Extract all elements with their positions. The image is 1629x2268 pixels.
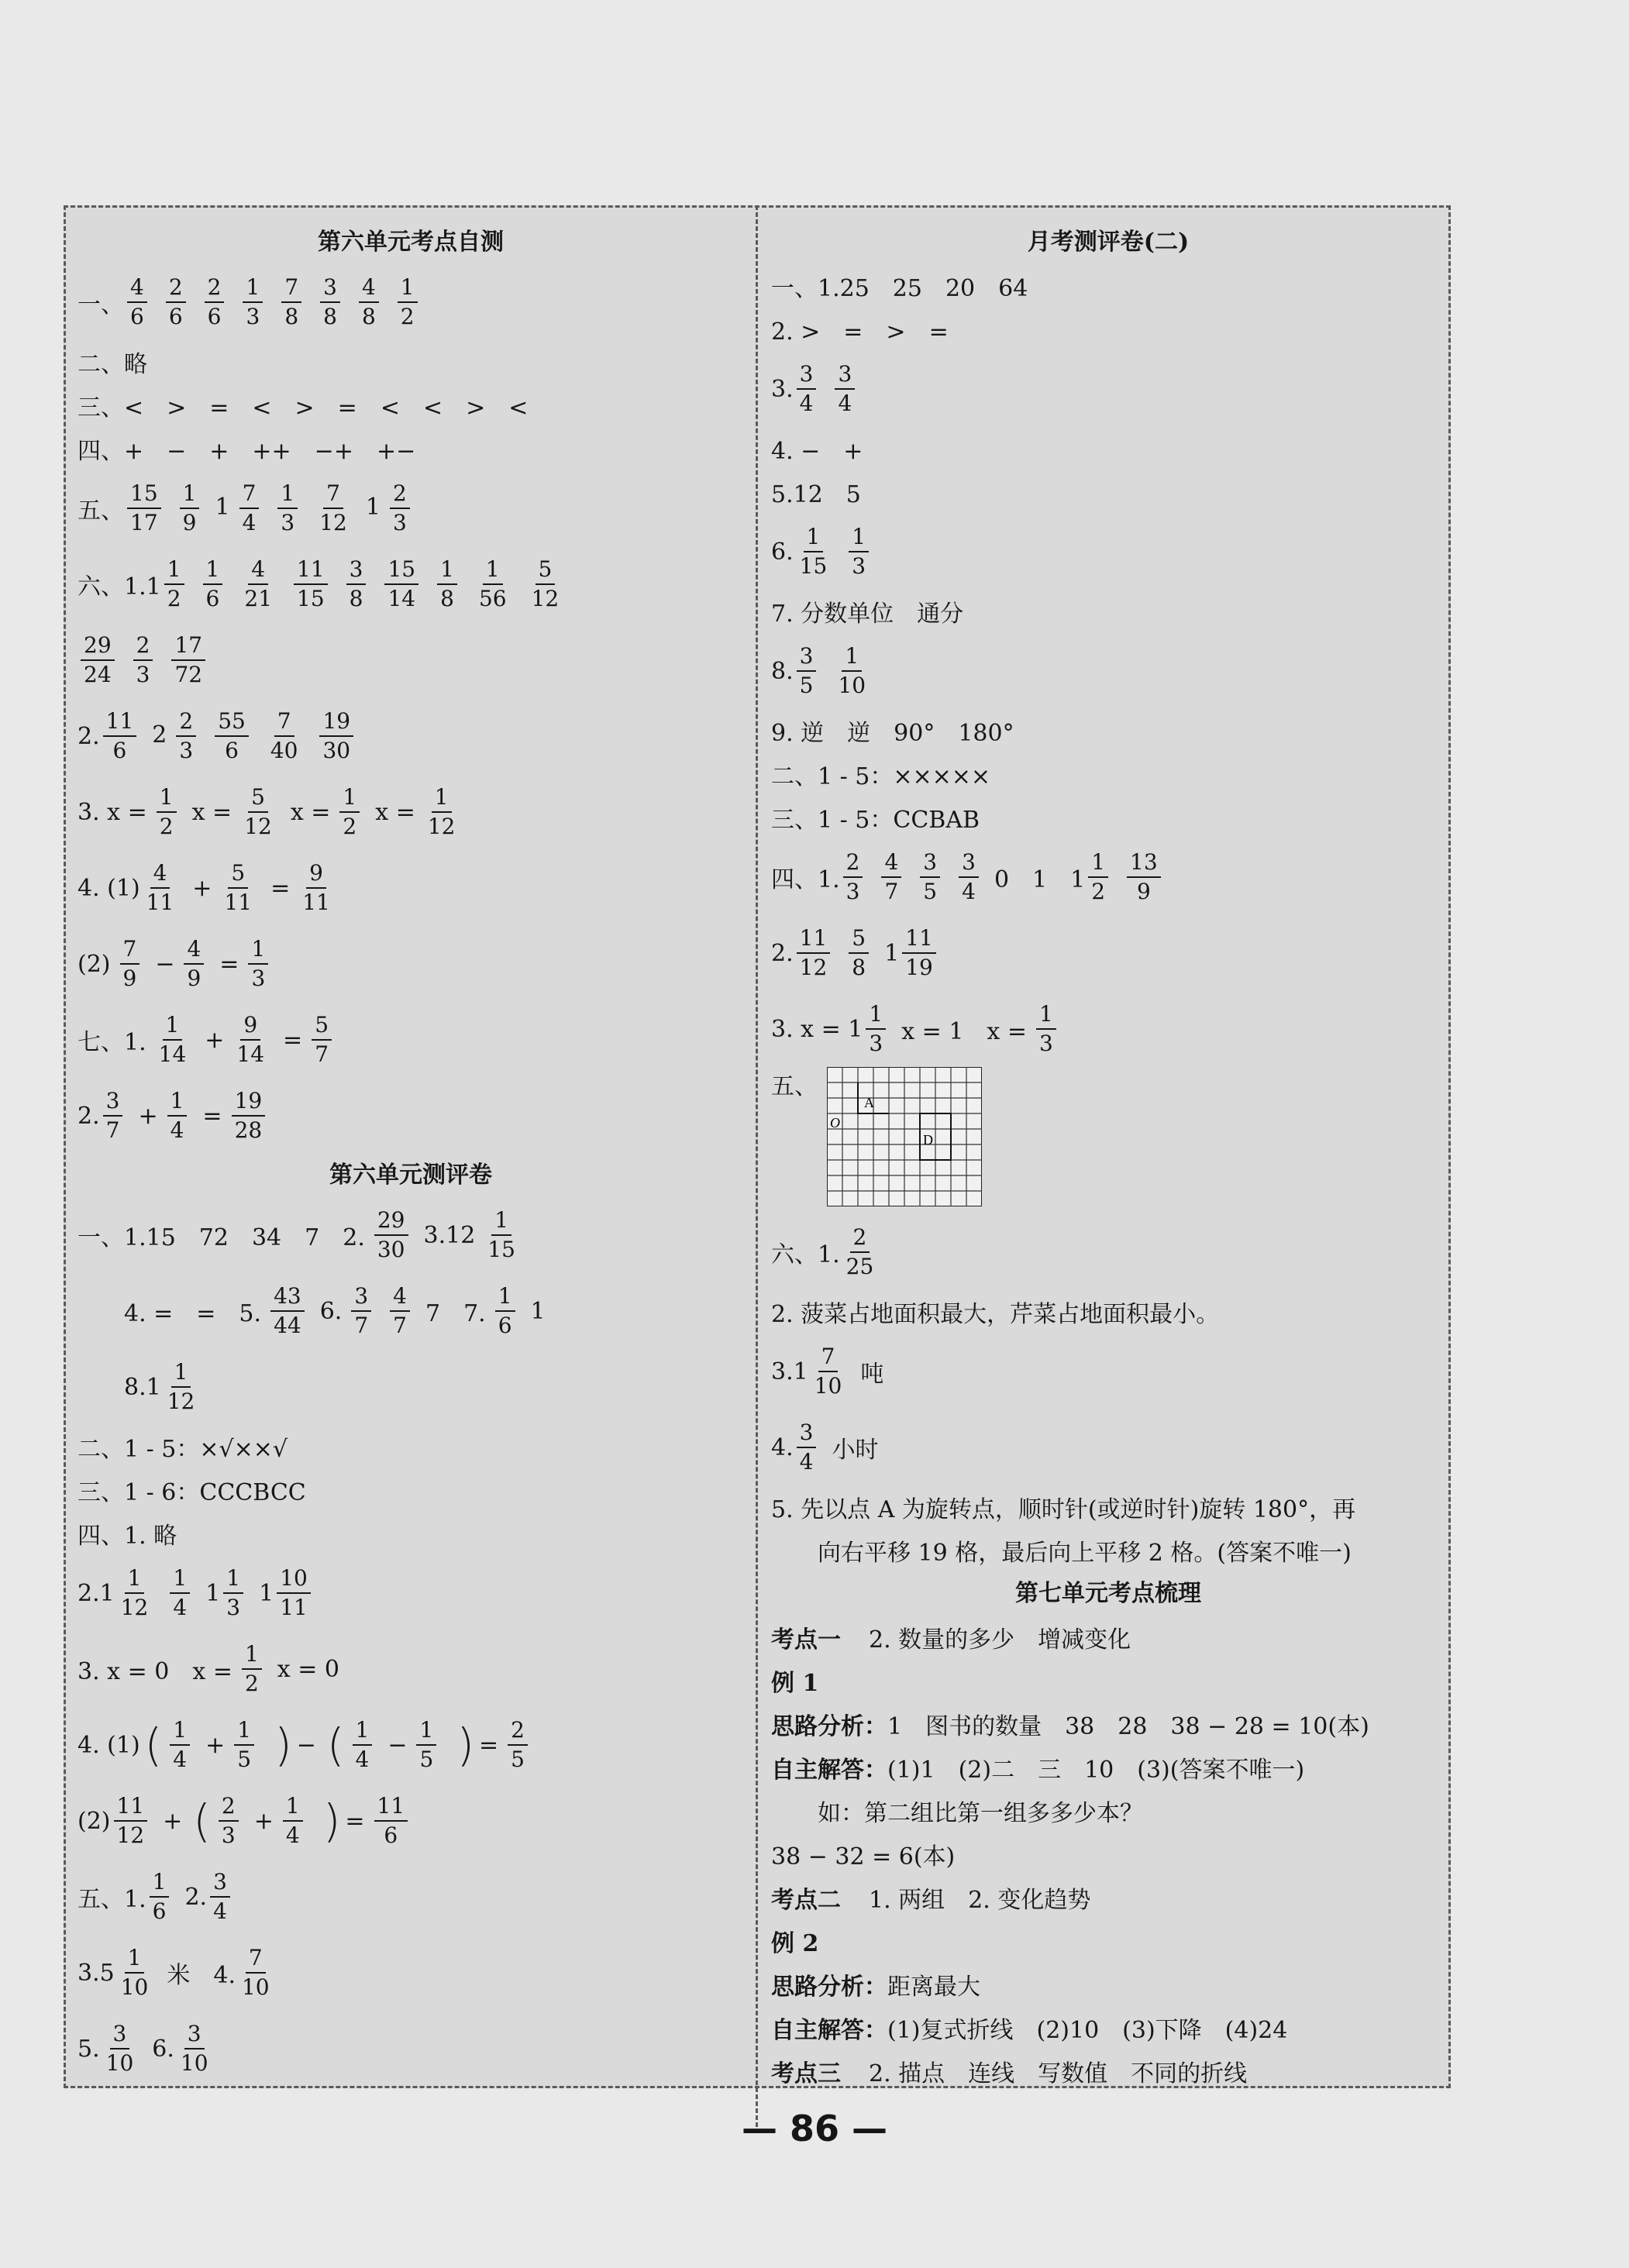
- fraction: $\frac{19}{30}$: [319, 711, 353, 762]
- answer-line: 5. 先以点 A 为旋转点，顺时针(或逆时针)旋转 180°，再: [771, 1496, 1356, 1523]
- answer-line: 5. $\frac{3}{10}$ 6. $\frac{3}{10}$: [77, 2021, 208, 2076]
- fraction: $\frac{29}{24}$: [81, 635, 115, 686]
- answer-line: 2. $\frac{11}{6}$ 2 $\frac{2}{3}$ $\frac{55}{6}$ $\frac{7}{40}$ $\frac{19}{30}$: [77, 698, 744, 774]
- fraction: $\frac{1}{2}$: [164, 559, 184, 610]
- answer-line: 4. − +: [771, 438, 863, 465]
- fraction-list: [100, 708, 369, 763]
- fraction: $\frac{4}{7}$: [390, 1285, 410, 1337]
- fraction: $\frac{3}{8}$: [320, 277, 340, 328]
- coordinate-grid: [827, 1067, 982, 1213]
- fraction: $\frac{1}{12}$: [427, 784, 456, 839]
- fraction: $\frac{15}{17}$: [127, 483, 161, 534]
- section-title: 第六单元测评卷: [329, 1162, 492, 1189]
- fraction: $\frac{1}{8}$: [437, 559, 457, 610]
- equation-line: 4. (1) ( $\frac{1}{4}$ + $\frac{1}{5}$ ) − ( $\frac{1}{4}$ − $\frac{1}{5}$ ) = $\frac{2}{5}$: [77, 1707, 744, 1783]
- answer-line: [77, 622, 744, 698]
- left-column: [77, 221, 744, 2087]
- fraction: $\frac{1}{3}$: [277, 483, 298, 534]
- fraction: $\frac{7}{40}$: [270, 708, 298, 763]
- answer-line: 五、1. $\frac{1}{6}$ 2. $\frac{3}{4}$: [77, 1859, 744, 1935]
- fraction: $\frac{2}{3}$: [390, 483, 410, 534]
- answer-line: 5.12 5: [771, 481, 861, 508]
- answer-line: 8. $\frac{3}{5}$ $\frac{1}{10}$: [771, 643, 866, 698]
- fraction: $\frac{55}{6}$: [215, 711, 249, 762]
- equation-line: 2. $\frac{3}{7}$ + $\frac{1}{4}$ = $\frac{19}{28}$: [77, 1078, 744, 1154]
- fraction: $\frac{2}{6}$: [166, 277, 186, 328]
- answer-line: 二、略: [77, 351, 147, 378]
- answer-line: 7. 分数单位 通分: [771, 601, 964, 628]
- fraction-list: [77, 632, 221, 687]
- answer-line: 一、1.25 25 20 64: [771, 275, 1028, 302]
- column-divider: [756, 205, 758, 2127]
- fraction: $\frac{1}{15}$: [487, 1207, 515, 1262]
- fraction: $\frac{7}{4}$: [239, 483, 260, 534]
- fraction: $\frac{1}{6}$: [203, 559, 223, 610]
- answer-line: 3. x = 0 x = $\frac{1}{2}$ x = 0: [77, 1641, 340, 1696]
- fraction: $\frac{1}{6}$: [495, 1285, 515, 1337]
- answer-line: 一、1.15 72 34 7 2. $\frac{29}{30}$ 3.12 $\frac{1}{15}$: [77, 1197, 744, 1273]
- equation-line: 七、1. $\frac{1}{14}$ + $\frac{9}{14}$ = $\frac{5}{7}$: [77, 1002, 744, 1078]
- answer-line: 二、1 - 5：×√××√: [77, 1436, 288, 1463]
- fraction-list: [124, 480, 425, 535]
- fraction: $\frac{5}{12}$: [244, 784, 272, 839]
- page-number: — 86 —: [741, 2108, 888, 2149]
- fraction: $\frac{2}{6}$: [205, 277, 225, 328]
- answer-line: 8.1 $\frac{1}{12}$: [77, 1349, 744, 1425]
- equation-line: (2) $\frac{11}{12}$ + ( $\frac{2}{3}$ + $\frac{1}{4}$ ) = $\frac{11}{6}$: [77, 1783, 744, 1859]
- answer-line: 2. $\frac{11}{12}$ $\frac{5}{8}$ 1 $\frac{11}{19}$: [771, 915, 1445, 991]
- fraction: $\frac{1}{2}$: [398, 277, 418, 328]
- fraction: $\frac{1}{2}$: [157, 786, 177, 838]
- fraction: $\frac{2}{3}$: [133, 635, 153, 686]
- answer-line: 3. $\frac{3}{4}$ $\frac{3}{4}$: [771, 351, 1445, 427]
- answer-line: 例 1: [771, 1670, 819, 1697]
- fraction: $\frac{4}{8}$: [359, 277, 379, 328]
- fraction: $\frac{1}{3}$: [243, 277, 263, 328]
- answer-line: 考点一 2. 数量的多少 增减变化: [771, 1626, 1131, 1654]
- fraction: $\frac{3}{7}$: [351, 1285, 371, 1337]
- equation-line: 4. (1) $\frac{4}{11}$ + $\frac{5}{11}$ = $\frac{9}{11}$: [77, 860, 330, 915]
- number: 2: [152, 721, 167, 749]
- answer-line: 6. $\frac{1}{15}$ $\frac{1}{3}$: [771, 514, 1445, 590]
- fraction: $\frac{4}{21}$: [244, 556, 273, 611]
- fraction: $\frac{7}{12}$: [319, 480, 347, 535]
- right-column: [771, 221, 1445, 2093]
- answer-line: 38 − 32 = 6(本): [771, 1843, 956, 1870]
- answer-line: 4. $\frac{3}{4}$ 小时: [771, 1420, 879, 1475]
- fraction: $\frac{43}{44}$: [270, 1285, 305, 1337]
- equation-line: (2) $\frac{7}{9}$ − $\frac{4}{9}$ = $\frac{1}{3}$: [77, 926, 744, 1002]
- answer-line: 9. 逆 逆 90° 180°: [771, 720, 1014, 747]
- answer-line: 2. > = > =: [771, 318, 949, 346]
- answer-line: 四、+ − + ++ −+ +−: [77, 438, 416, 465]
- fraction: $\frac{5}{12}$: [531, 556, 560, 611]
- answer-line: 例 2: [771, 1930, 819, 1957]
- answer-line: 3.5 $\frac{1}{10}$ 米 4. $\frac{7}{10}$: [77, 1945, 270, 2000]
- fraction: $\frac{11}{6}$: [103, 711, 137, 762]
- fraction-list: [161, 556, 578, 611]
- fraction: $\frac{29}{30}$: [374, 1210, 408, 1261]
- section-title: 月考测评卷(二): [1027, 229, 1190, 256]
- answer-line: 3. x = $\frac{1}{2}$ x = $\frac{5}{12}$ x = $\frac{1}{2}$ x = $\frac{1}{12}$: [77, 774, 744, 850]
- number: 1: [365, 494, 381, 521]
- fraction: $\frac{2}{3}$: [176, 711, 196, 762]
- answer-line: 一、 $\frac{4}{6}$ $\frac{2}{6}$ $\frac{2}{6}$ $\frac{1}{3}$ $\frac{7}{8}$ $\frac{3}{8}$ $\frac{4}{8}$ $\frac{1}{2}$: [77, 264, 744, 340]
- answer-line: 3.1 $\frac{7}{10}$ 吨: [771, 1344, 884, 1399]
- fraction: $\frac{1}{9}$: [180, 483, 200, 534]
- section-title: 第七单元考点梳理: [1015, 1580, 1201, 1607]
- answer-line: 自主解答： (1)1 (2)二 三 10 (3)(答案不唯一): [771, 1757, 1305, 1784]
- answer-line: 考点三 2. 描点 连线 写数值 不同的折线: [771, 2060, 1248, 2087]
- answer-line: 思路分析： 距离最大: [771, 1974, 980, 2001]
- fraction: $\frac{7}{8}$: [281, 277, 301, 328]
- answer-line: 3. x = 1 $\frac{1}{3}$ x = 1 x = $\frac{1}{3}$: [771, 991, 1445, 1067]
- point-a-label: A: [864, 1095, 874, 1110]
- answer-line: 考点二 1. 两组 2. 变化趋势: [771, 1887, 1091, 1914]
- answer-line: 向右平移 19 格，最后向上平移 2 格。(答案不唯一): [818, 1540, 1352, 1567]
- answer-line: 六、1. $\frac{2}{25}$: [771, 1224, 874, 1279]
- fraction: $\frac{11}{15}$: [294, 559, 328, 610]
- number: 1: [215, 494, 230, 521]
- answer-line: 四、1. 略: [77, 1523, 177, 1550]
- fraction: $\frac{15}{14}$: [384, 559, 418, 610]
- answer-line: 三、< > = < > = < < > <: [77, 394, 529, 422]
- answer-line: 五、 A O D: [771, 1067, 1445, 1214]
- fraction: $\frac{3}{8}$: [346, 559, 367, 610]
- fraction: $\frac{1}{2}$: [339, 786, 360, 838]
- fraction-list: [124, 274, 433, 329]
- answer-line: 思路分析： 1 图书的数量 38 28 38 − 28 = 10(本): [771, 1713, 1369, 1740]
- answer-line: 四、1. $\frac{2}{3}$ $\frac{4}{7}$ $\frac{3}{5}$ $\frac{3}{4}$ 0 1 1 $\frac{1}{2}$ $\frac{13}{9}$: [771, 839, 1445, 915]
- point-d-label: D: [923, 1132, 933, 1148]
- answer-line: 三、1 - 6：CCCBCC: [77, 1479, 306, 1506]
- fraction: $\frac{1}{12}$: [167, 1359, 195, 1414]
- fraction: $\frac{1}{56}$: [478, 556, 507, 611]
- section-title: 第六单元考点自测: [318, 229, 504, 256]
- point-o-label: O: [830, 1115, 840, 1131]
- answer-line: 2.1 $\frac{1}{12}$ $\frac{1}{4}$ 1 $\frac{1}{3}$ 1 $\frac{10}{11}$: [77, 1555, 744, 1631]
- answer-line: 二、1 - 5：×××××: [771, 763, 991, 790]
- answer-line: 三、1 - 5：CCBAB: [771, 807, 980, 834]
- answer-line: 自主解答： (1)复式折线 (2)10 (3)下降 (4)24: [771, 2017, 1288, 2044]
- answer-line: 4. = = 5. $\frac{43}{44}$ 6. $\frac{3}{7}$ $\frac{4}{7}$ 7 7. $\frac{1}{6}$ 1: [124, 1283, 546, 1338]
- answer-line: 如：第二组比第一组多多少本？: [818, 1800, 1143, 1827]
- fraction: $\frac{4}{6}$: [127, 277, 147, 328]
- answer-line: 五、 $\frac{15}{17}$ $\frac{1}{9}$ 1 $\frac{7}{4}$ $\frac{1}{3}$ $\frac{7}{12}$ 1 $\frac{2}{3}$: [77, 470, 744, 546]
- answer-line: 六、1.1 $\frac{1}{2}$ $\frac{1}{6}$ $\frac{4}{21}$ $\frac{11}{15}$ $\frac{3}{8}$ $\frac{15}{14}$ $\frac{1}{8}$ $\frac{1}{56}$ $\frac{5}{12}$: [77, 546, 744, 622]
- answer-line: 2. 菠菜占地面积最大，芹菜占地面积最小。: [771, 1301, 1220, 1328]
- fraction: $\frac{17}{72}$: [171, 635, 205, 686]
